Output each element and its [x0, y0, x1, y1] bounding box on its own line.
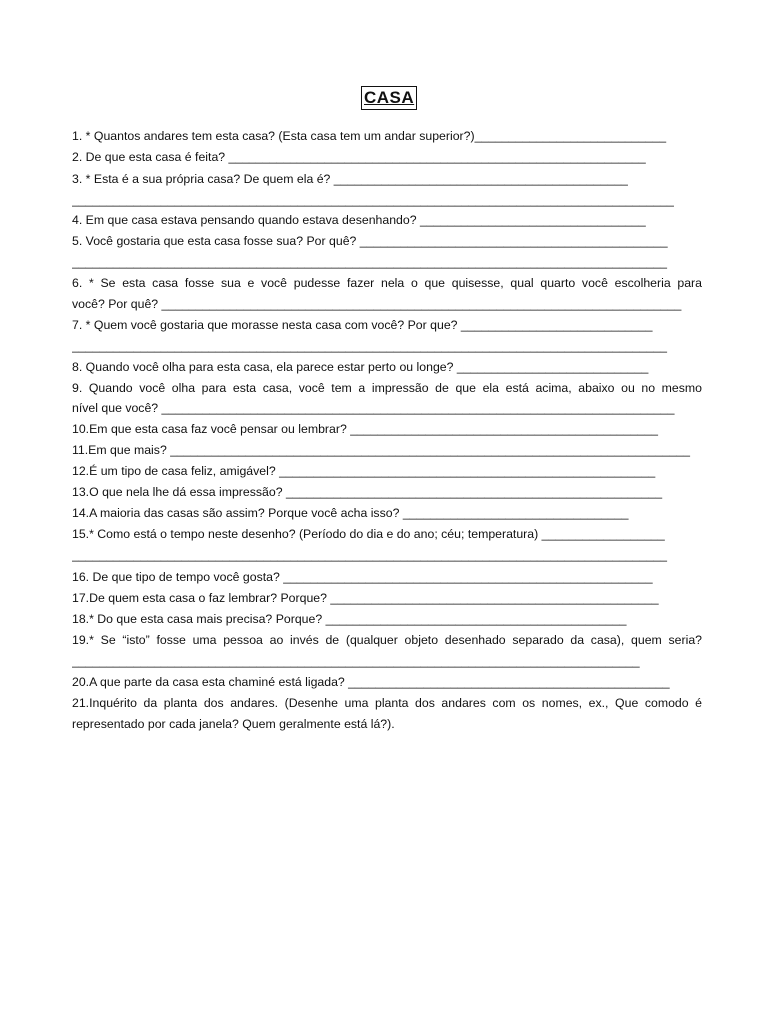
question-line: 10.Em que esta casa faz você pensar ou lembrar? _____________________________________________ [72, 422, 658, 436]
question-line: 11.Em que mais? ____________________________________________________________________________ [72, 443, 690, 457]
question-line: 15.* Como está o tempo neste desenho? (Período do dia e do ano; céu; temperatura) __________________ [72, 527, 665, 541]
question-line: 18.* Do que esta casa mais precisa? Porque? ____________________________________________ [72, 612, 627, 626]
answer-line: _______________________________________________________________________________________ [72, 255, 667, 269]
question-line: 9. Quando você olha para esta casa, você tem a impressão de que ela está acima, abaixo ou no mesmo [72, 381, 702, 395]
question-line: 16. De que tipo de tempo você gosta? ______________________________________________________ [72, 570, 653, 584]
page-title: CASA [361, 86, 417, 110]
question-line: nível que você? ___________________________________________________________________________ [72, 401, 675, 415]
question-line: 1. * Quantos andares tem esta casa? (Esta casa tem um andar superior?)____________________________ [72, 129, 667, 143]
question-line: 8. Quando você olha para esta casa, ela parece estar perto ou longe? ____________________________ [72, 360, 649, 374]
question-line: 6. * Se esta casa fosse sua e você pudesse fazer nela o que quisesse, qual quarto você escolheria para [72, 276, 702, 290]
answer-line: ___________________________________________________________________________________ [72, 654, 640, 668]
answer-line: ________________________________________________________________________________________ [72, 193, 674, 207]
answer-line: _______________________________________________________________________________________ [72, 548, 667, 562]
question-line: 21.Inquérito da planta dos andares. (Desenhe uma planta dos andares com os nomes, ex., Que comodo é [72, 696, 702, 710]
question-line: 5. Você gostaria que esta casa fosse sua? Por quê? _____________________________________________ [72, 234, 668, 248]
question-line: 3. * Esta é a sua própria casa? De quem ela é? ___________________________________________ [72, 172, 628, 186]
question-line: você? Por quê? ____________________________________________________________________________ [72, 297, 682, 311]
question-line: 14.A maioria das casas são assim? Porque você acha isso? _________________________________ [72, 506, 629, 520]
question-line: 4. Em que casa estava pensando quando estava desenhando? _________________________________ [72, 213, 646, 227]
question-line: 19.* Se “isto” fosse uma pessoa ao invés de (qualquer objeto desenhado separado da casa), quem seria? [72, 633, 702, 647]
question-line: 2. De que esta casa é feita? _____________________________________________________________ [72, 150, 646, 164]
question-line: 17.De quem esta casa o faz lembrar? Porque? ________________________________________________ [72, 591, 659, 605]
question-line: 7. * Quem você gostaria que morasse nesta casa com você? Por que? ____________________________ [72, 318, 653, 332]
question-line: 20.A que parte da casa esta chaminé está ligada? _______________________________________________ [72, 675, 670, 689]
question-line: 12.É um tipo de casa feliz, amigável? _______________________________________________________ [72, 464, 656, 478]
answer-line: _______________________________________________________________________________________ [72, 339, 667, 353]
question-line: representado por cada janela? Quem geralmente está lá?). [72, 717, 395, 731]
question-line: 13.O que nela lhe dá essa impressão? _______________________________________________________ [72, 485, 663, 499]
